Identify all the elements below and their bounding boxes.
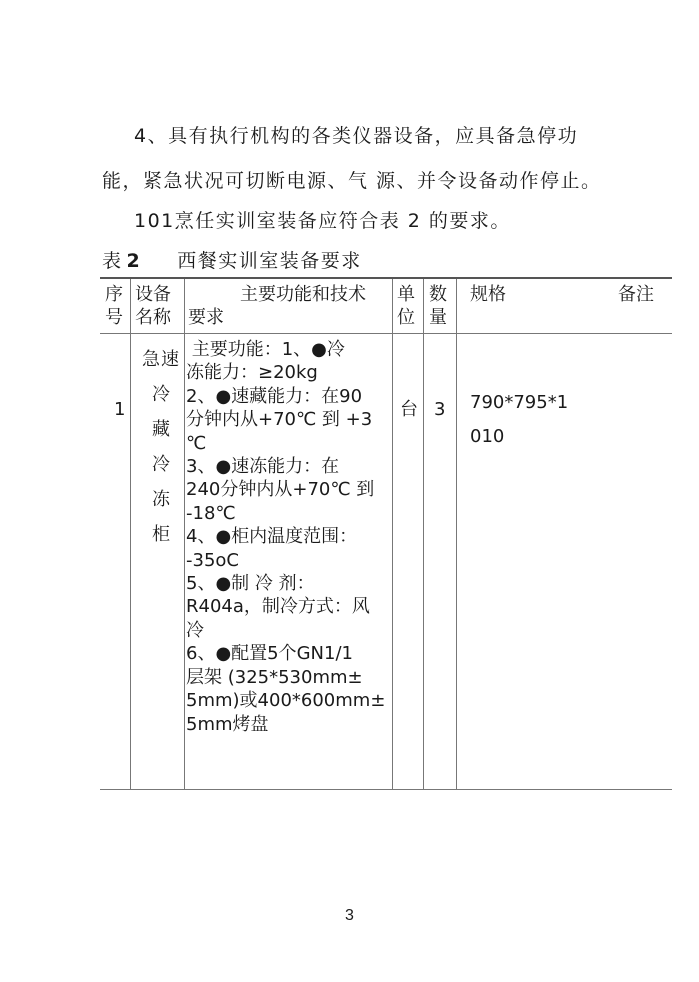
header-seq: 序 号 [105,284,123,328]
col-divider [130,279,131,789]
row-spec: 790*795*1 010 [470,392,569,447]
header-unit: 单 位 [397,284,415,328]
table-caption [102,246,362,273]
row-seq: 1 [114,399,126,420]
col-divider [423,279,424,789]
paragraph-emergency-stop-cont: 能，紧急状况可切断电源、气 源、并令设备动作停止。 [102,170,602,192]
paragraph-emergency-stop: 4、具有执行机构的各类仪器设备，应具备急停功 [134,125,579,147]
header-quantity: 数 量 [429,284,447,328]
paragraph-table-reference: 101烹任实训室装备应符合表 2 的要求。 [134,210,511,232]
row-function-text: 主要功能：1、●冷 冻能力：≥20kg 2、●速藏能力：在90 分钟内从+70℃ 到 +3 ℃ 3、●速冻能力：在 240分钟内从+70℃ 到 -18℃ 4、●柜内温度范围： -35oC 5、●制 冷 剂： R404a，制冷方式：风 冷 6、●配置5个GN1/1 层架 (325*530mm± 5mm)或400*600mm± 5mm烤盘 [186,339,386,735]
header-device-name: 设备 名称 [135,284,171,328]
page-number: 3 [345,907,354,924]
col-divider [456,279,457,789]
table-top-rule [100,277,672,279]
table-bottom-rule [100,789,672,790]
row-quantity: 3 [434,399,446,420]
header-function: 主要功能和技术 要求 [188,284,366,328]
caption-title: 西餐实训室装备要求 [177,250,362,272]
caption-label: 表 [102,250,123,272]
row-unit: 台 [400,399,418,420]
row-device-name: 急速 冷 藏 冷 冻 柜 [142,349,180,545]
header-spec: 规格 [470,284,506,305]
caption-number: 2 [126,250,142,272]
header-note: 备注 [618,284,654,305]
table-header-rule [100,333,672,334]
